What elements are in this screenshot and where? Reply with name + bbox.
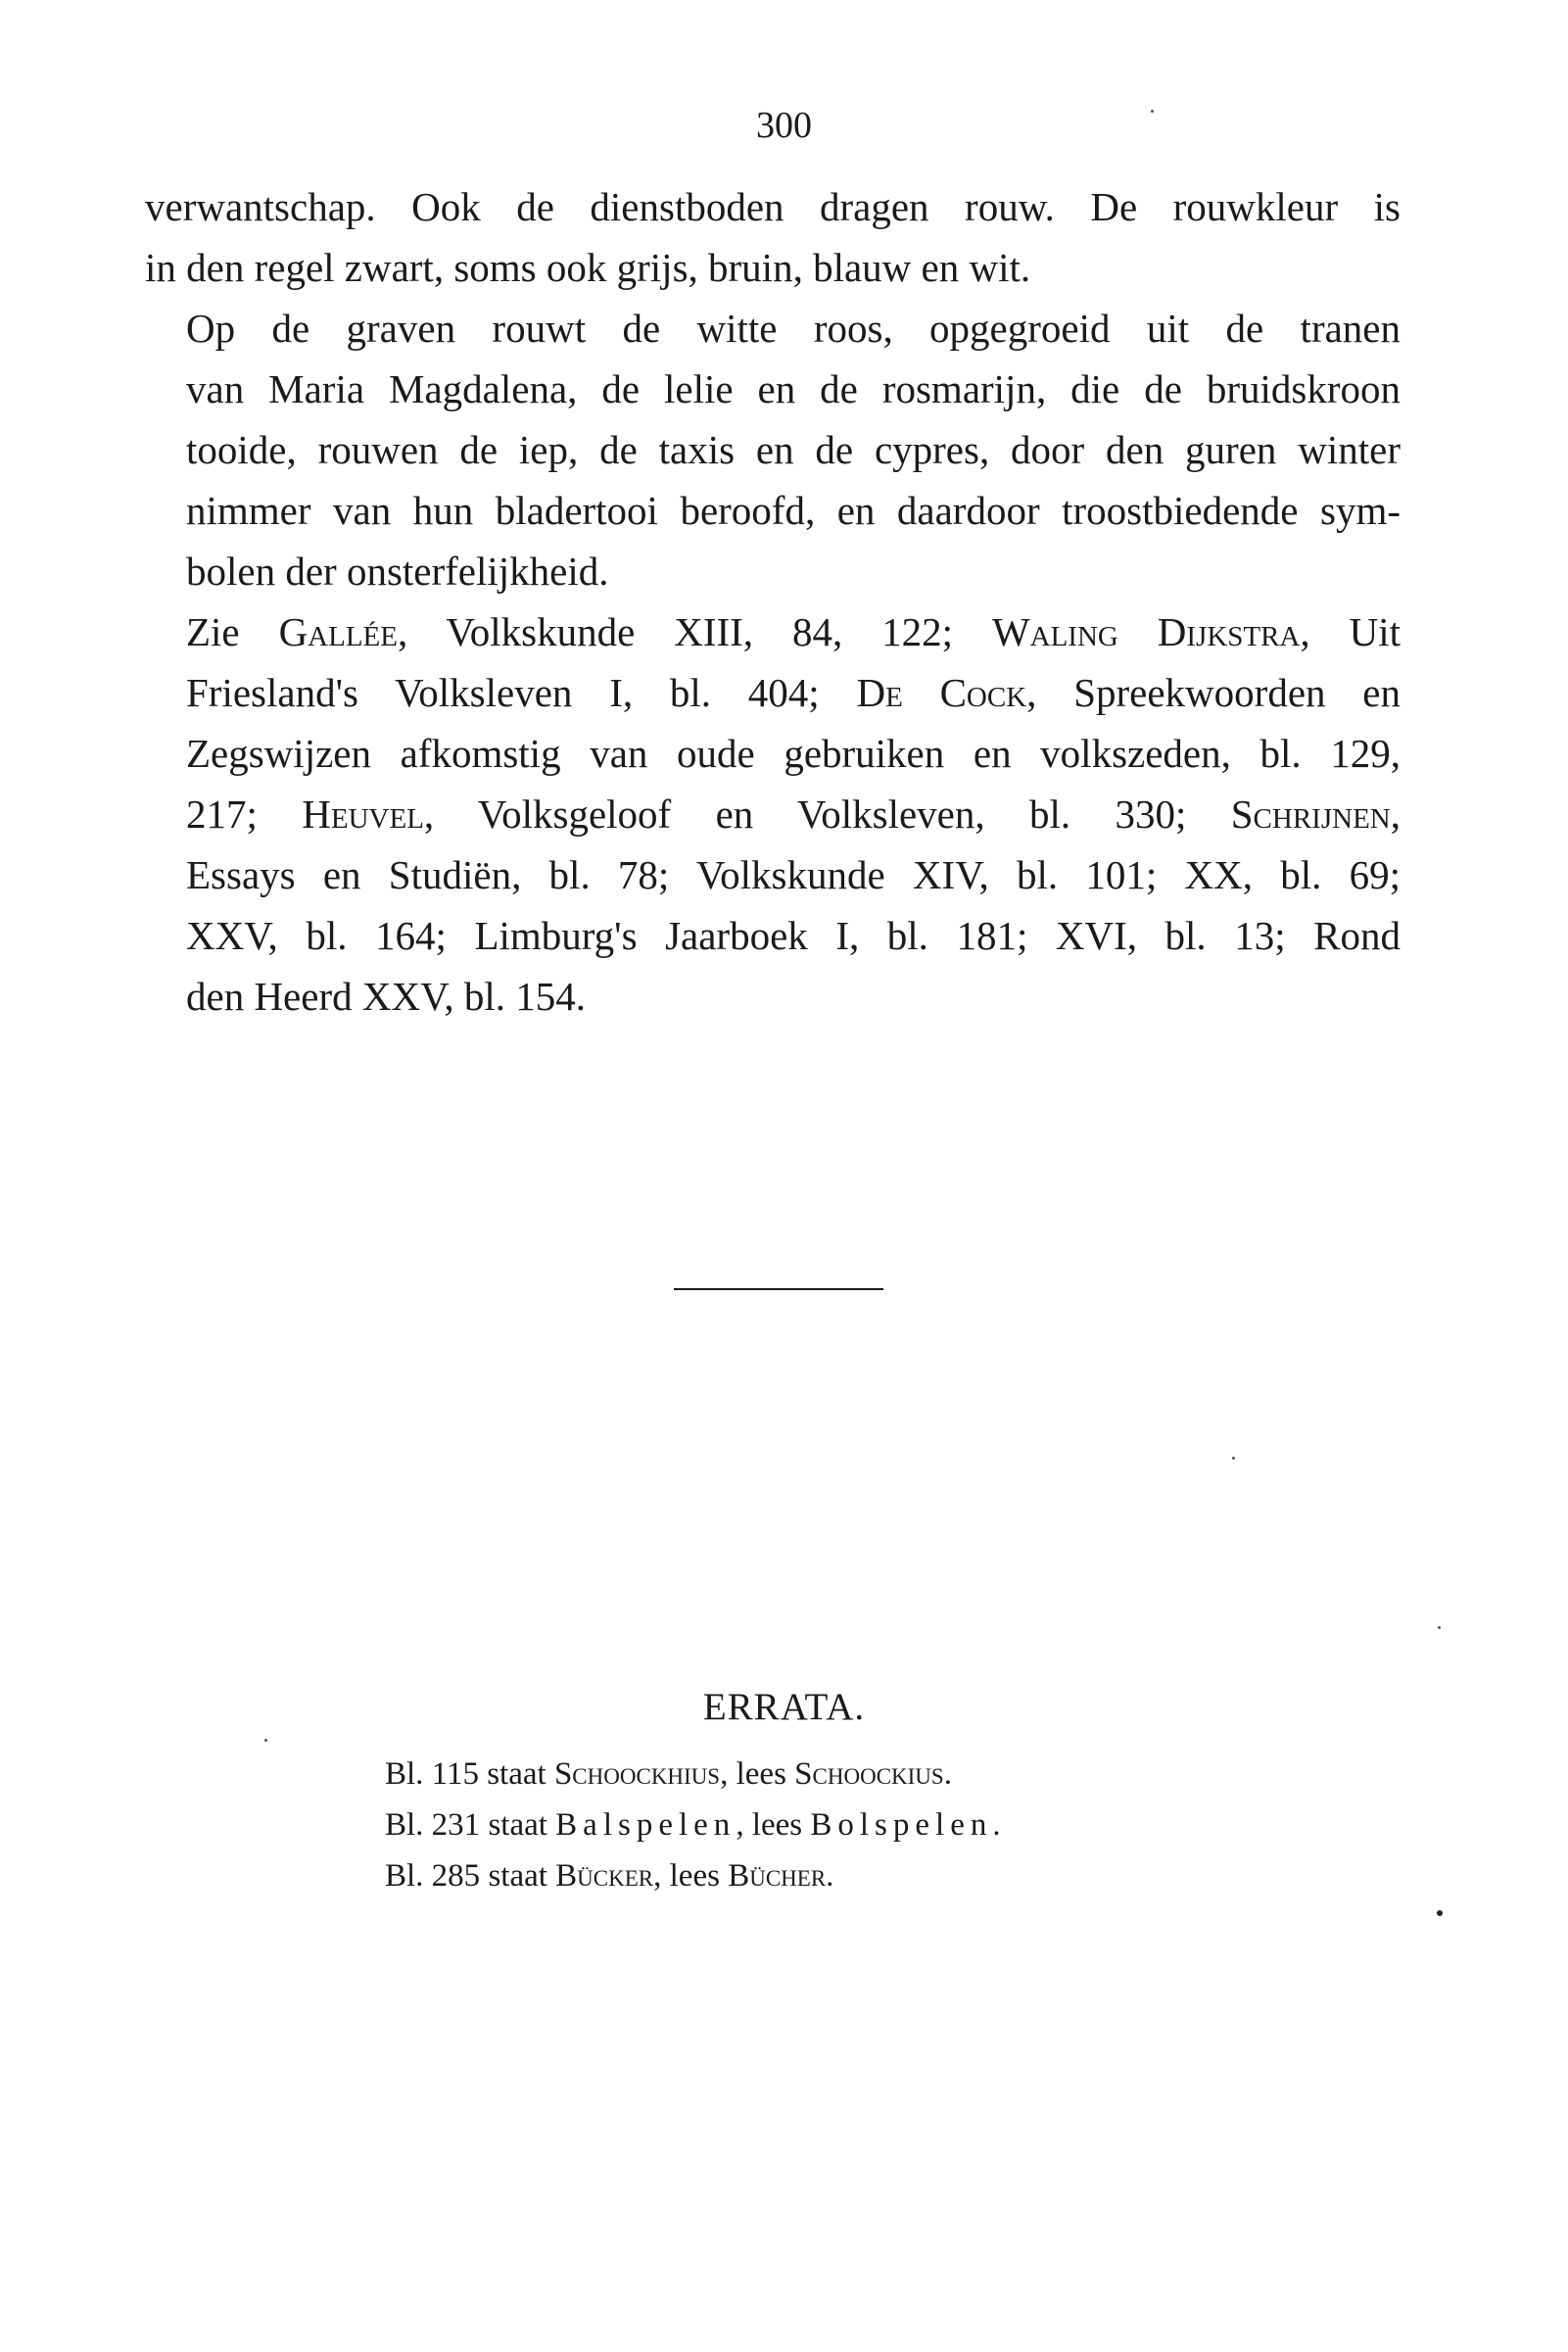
- author-name: Heuvel: [302, 792, 424, 837]
- print-speck: [1438, 1626, 1441, 1629]
- print-speck: [1232, 1457, 1235, 1460]
- errata-list: [385, 1749, 1007, 1901]
- errata-word: , lees: [653, 1858, 720, 1894]
- errata-word: staat: [487, 1756, 546, 1792]
- errata-row: [385, 1749, 1007, 1800]
- print-speck: [264, 1739, 267, 1742]
- ref-text: , Volksgeloof en Volksleven, bl. 330;: [423, 792, 1231, 837]
- references-paragraph: [145, 601, 1401, 1027]
- text-line: van Maria Magdalena, de lelie en de rosmarijn, die de bruidskroon: [186, 366, 1401, 411]
- ref-text: Friesland's Volksleven I, bl. 404;: [186, 670, 857, 715]
- ref-text: , Spreekwoorden en: [1026, 670, 1401, 715]
- text-line: XXV, bl. 164; Limburg's Jaarboek I, bl. 181; XVI, bl. 13; Rond: [186, 913, 1401, 958]
- errata-page: Bl. 285: [385, 1858, 481, 1894]
- text-line: Zegswijzen afkomstig van oude gebruiken en volkszeden, bl. 129,: [186, 731, 1401, 776]
- ref-text: 217;: [186, 792, 303, 837]
- errata-word: , lees: [720, 1756, 786, 1792]
- paragraph: [145, 176, 1401, 298]
- errata-heading: ERRATA.: [702, 1686, 866, 1728]
- text-line: [145, 784, 1401, 844]
- text-line: Essays en Studiën, bl. 78; Volkskunde XIV, bl. 101; XX, bl. 69;: [186, 852, 1401, 897]
- text-line: [145, 662, 1401, 723]
- text-line: [145, 601, 1401, 662]
- errata-word: , lees: [736, 1807, 803, 1843]
- paragraph: [145, 298, 1401, 601]
- text-line: Op de graven rouwt de witte roos, opgegroeid uit de tranen: [186, 306, 1401, 351]
- page-number: 300: [756, 105, 812, 146]
- errata-correct: Bücher.: [728, 1858, 834, 1894]
- text-line: nimmer van hun bladertooi beroofd, en daardoor troostbiedende sym-: [186, 488, 1401, 533]
- errata-row: [385, 1850, 1007, 1901]
- text-line: in den regel zwart, soms ook grijs, bruin, blauw en wit.: [145, 245, 1031, 290]
- ref-text: , Volkskunde XIII, 84, 122;: [397, 609, 992, 654]
- errata-wrong: Schoockhius: [553, 1756, 721, 1792]
- ref-text: ,: [1390, 792, 1401, 837]
- author-name: Gallée: [278, 609, 398, 654]
- author-name: Schrijnen: [1230, 792, 1391, 837]
- text-line: verwantschap. Ook de dienstboden dragen rouw. De rouwkleur is: [145, 184, 1401, 229]
- errata-wrong: Bücker: [555, 1858, 654, 1894]
- author-name: De Cock: [856, 670, 1027, 715]
- errata-word: staat: [488, 1858, 547, 1894]
- ref-text: , Uit: [1300, 609, 1401, 654]
- errata-page: Bl. 231: [385, 1807, 481, 1843]
- errata-wrong: Balspelen: [555, 1807, 736, 1843]
- errata-correct: Schoockius.: [794, 1756, 952, 1792]
- errata-word: staat: [488, 1807, 547, 1843]
- errata-page: Bl. 115: [385, 1756, 479, 1792]
- print-speck: [1437, 1910, 1443, 1916]
- print-speck: [1151, 110, 1154, 113]
- errata-correct: Bolspelen.: [810, 1807, 1007, 1843]
- ref-text: Zie: [186, 609, 279, 654]
- section-divider: [674, 1288, 883, 1290]
- body-text: [145, 176, 1401, 1027]
- text-line: den Heerd XXV, bl. 154.: [186, 974, 587, 1019]
- text-line: bolen der onsterfelijkheid.: [186, 549, 609, 594]
- errata-row: [385, 1800, 1007, 1850]
- text-line: tooide, rouwen de iep, de taxis en de cypres, door den guren winter: [186, 427, 1401, 472]
- author-name: Waling Dijkstra: [991, 609, 1301, 654]
